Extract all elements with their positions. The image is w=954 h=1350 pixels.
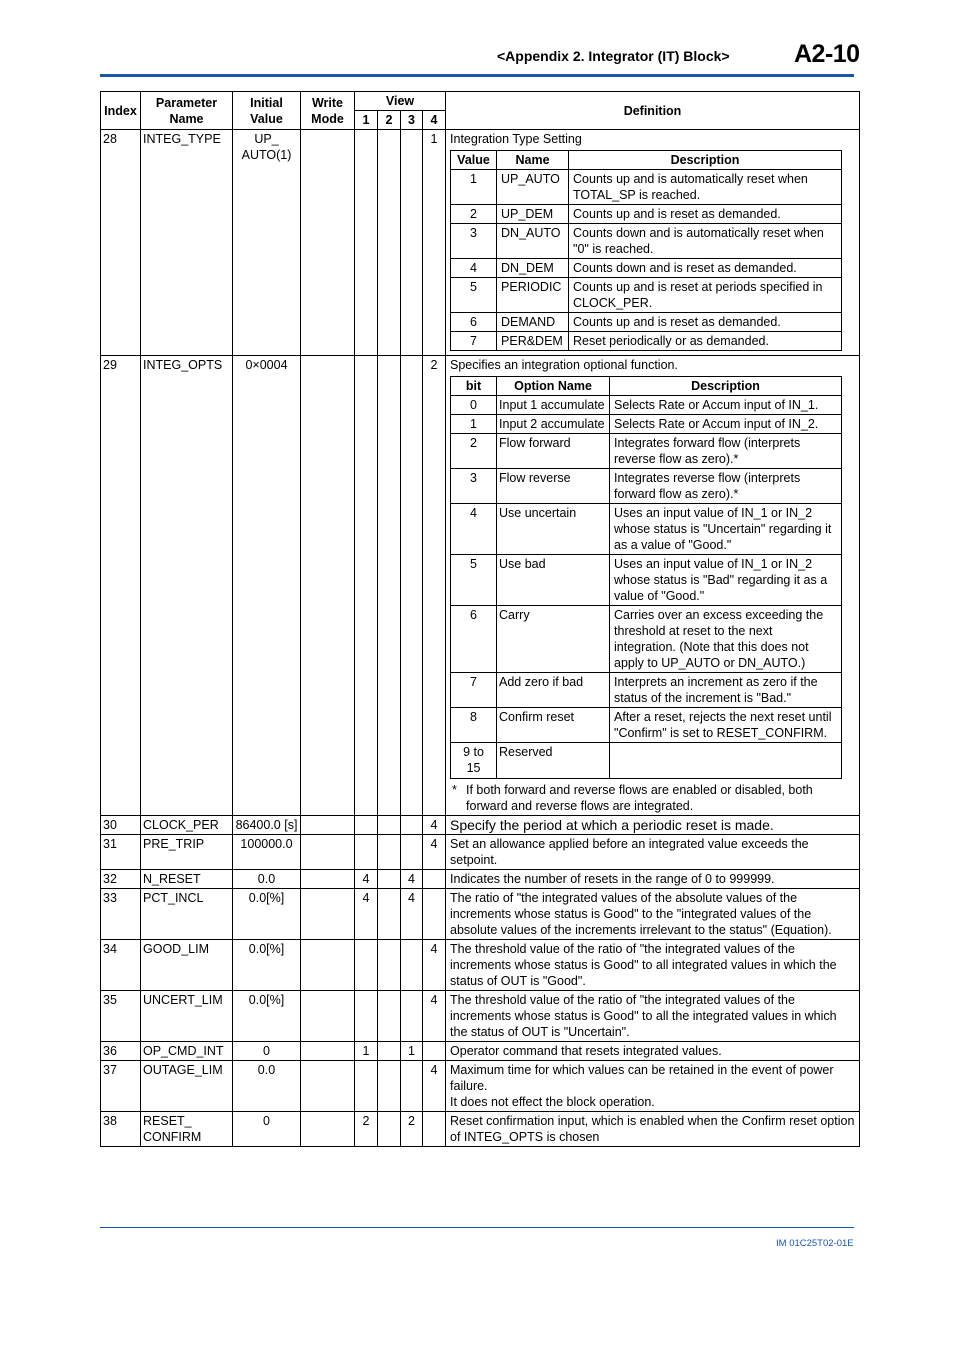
col-header-view-1: 1 [355, 111, 378, 130]
sub-desc [610, 743, 842, 779]
sub-bit: 1 [451, 415, 497, 434]
sub-value: 3 [451, 224, 497, 259]
sub-header-value: Value [451, 151, 497, 170]
sub-value: 6 [451, 313, 497, 332]
cell-initial: 0.0[%] [233, 940, 301, 991]
sub-name: Carry [497, 606, 610, 673]
sub-bit: 5 [451, 555, 497, 606]
definition-text: Maximum time for which values can be retained in the event of power failure. [450, 1063, 834, 1093]
table-row [101, 835, 860, 870]
integ-opts-table [450, 376, 842, 779]
cell-view-1: 4 [355, 870, 378, 889]
table-row [101, 870, 860, 889]
table-row [101, 1112, 860, 1147]
cell-initial: 0 [233, 1042, 301, 1061]
cell-view-4: 4 [423, 1061, 446, 1112]
cell-initial: 0×0004 [233, 356, 301, 816]
cell-definition: Set an allowance applied before an integrated value exceeds the setpoint. [446, 835, 860, 870]
cell-view-1 [355, 1061, 378, 1112]
sub-bit: 4 [451, 504, 497, 555]
cell-definition: The threshold value of the ratio of "the integrated values of the increments whose status is Good" to all integrated values in which the status of OUT is "Good". [446, 940, 860, 991]
footer-rule [100, 1227, 854, 1228]
sub-desc: Integrates forward flow (interprets reverse flow as zero).* [610, 434, 842, 469]
cell-view-1 [355, 130, 378, 356]
col-header-write: Write Mode [301, 92, 355, 130]
sub-row [451, 313, 842, 332]
cell-view-3: 2 [401, 1112, 423, 1147]
cell-param: PCT_INCL [141, 889, 233, 940]
sub-value: 4 [451, 259, 497, 278]
sub-name: Reserved [497, 743, 610, 779]
cell-param: INTEG_OPTS [141, 356, 233, 816]
table-row [101, 991, 860, 1042]
cell-index: 29 [101, 356, 141, 816]
cell-view-3 [401, 835, 423, 870]
cell-definition: Operator command that resets integrated values. [446, 1042, 860, 1061]
cell-view-1 [355, 991, 378, 1042]
cell-view-2 [378, 1112, 401, 1147]
footnote-mark: * [452, 783, 457, 797]
cell-view-3: 4 [401, 870, 423, 889]
sub-row [451, 469, 842, 504]
sub-name: Use uncertain [497, 504, 610, 555]
cell-initial: UP_ AUTO(1) [233, 130, 301, 356]
sub-name: PER&DEM [497, 332, 569, 351]
sub-value: 1 [451, 170, 497, 205]
cell-definition [446, 356, 860, 816]
definition-text-2: It does not effect the block operation. [450, 1095, 655, 1109]
cell-view-2 [378, 991, 401, 1042]
cell-initial: 100000.0 [233, 835, 301, 870]
sub-bit: 2 [451, 434, 497, 469]
sub-desc: After a reset, rejects the next reset until "Confirm" is set to RESET_CONFIRM. [610, 708, 842, 743]
sub-header-name: Name [497, 151, 569, 170]
col-header-view: View [355, 92, 446, 111]
sub-desc: Counts up and is automatically reset when TOTAL_SP is reached. [569, 170, 842, 205]
cell-definition: The threshold value of the ratio of "the integrated values of the increments whose status is Good" to all the integrated values in which the status of OUT is "Uncertain". [446, 991, 860, 1042]
sub-desc: Reset periodically or as demanded. [569, 332, 842, 351]
cell-view-3 [401, 816, 423, 835]
table-row [101, 1061, 860, 1112]
sub-name: Flow reverse [497, 469, 610, 504]
cell-write [301, 356, 355, 816]
integ-type-table [450, 150, 842, 351]
sub-name: Input 1 accumulate [497, 396, 610, 415]
cell-view-2 [378, 940, 401, 991]
cell-view-4 [423, 1112, 446, 1147]
sub-name: Flow forward [497, 434, 610, 469]
footnote-text: If both forward and reverse flows are enabled or disabled, both forward and reverse flows are integrated. [466, 783, 813, 813]
sub-row [451, 396, 842, 415]
cell-index: 28 [101, 130, 141, 356]
cell-definition [446, 1061, 860, 1112]
cell-view-2 [378, 816, 401, 835]
sub-name: PERIODIC [497, 278, 569, 313]
definition-text: Integration Type Setting [450, 132, 582, 146]
col-header-initial: Initial Value [233, 92, 301, 130]
cell-param: INTEG_TYPE [141, 130, 233, 356]
cell-view-1 [355, 835, 378, 870]
sub-row [451, 555, 842, 606]
cell-view-2 [378, 356, 401, 816]
sub-value: 2 [451, 205, 497, 224]
col-header-index: Index [101, 92, 141, 130]
cell-view-3: 4 [401, 889, 423, 940]
col-header-definition: Definition [446, 92, 860, 130]
cell-param: GOOD_LIM [141, 940, 233, 991]
cell-view-2 [378, 1061, 401, 1112]
cell-view-2 [378, 870, 401, 889]
cell-view-4 [423, 870, 446, 889]
cell-view-3 [401, 1061, 423, 1112]
cell-write [301, 889, 355, 940]
sub-name: DN_DEM [497, 259, 569, 278]
cell-initial: 0 [233, 1112, 301, 1147]
sub-name: Add zero if bad [497, 673, 610, 708]
sub-bit: 3 [451, 469, 497, 504]
cell-definition: Reset confirmation input, which is enabled when the Confirm reset option of INTEG_OPTS is chosen [446, 1112, 860, 1147]
cell-initial: 0.0[%] [233, 889, 301, 940]
sub-name: UP_AUTO [497, 170, 569, 205]
sub-row [451, 332, 842, 351]
cell-param: UNCERT_LIM [141, 991, 233, 1042]
sub-bit: 6 [451, 606, 497, 673]
sub-header-desc: Description [610, 377, 842, 396]
col-header-view-2: 2 [378, 111, 401, 130]
cell-index: 37 [101, 1061, 141, 1112]
sub-value: 5 [451, 278, 497, 313]
footnote [450, 782, 855, 814]
sub-header-option-name: Option Name [497, 377, 610, 396]
sub-name: Confirm reset [497, 708, 610, 743]
sub-name: Input 2 accumulate [497, 415, 610, 434]
sub-desc: Counts up and is reset as demanded. [569, 205, 842, 224]
sub-bit: 8 [451, 708, 497, 743]
table-row [101, 356, 860, 816]
cell-view-2 [378, 889, 401, 940]
sub-row [451, 278, 842, 313]
sub-desc: Uses an input value of IN_1 or IN_2 whose status is "Bad" regarding it as a value of "Good." [610, 555, 842, 606]
table-row [101, 1042, 860, 1061]
cell-write [301, 870, 355, 889]
cell-view-3 [401, 991, 423, 1042]
cell-write [301, 835, 355, 870]
sub-row [451, 224, 842, 259]
sub-row [451, 743, 842, 779]
table-row [101, 940, 860, 991]
sub-desc: Selects Rate or Accum input of IN_1. [610, 396, 842, 415]
cell-view-1: 1 [355, 1042, 378, 1061]
sub-bit: 0 [451, 396, 497, 415]
sub-value: 7 [451, 332, 497, 351]
sub-row [451, 673, 842, 708]
document-id: IM 01C25T02-01E [776, 1238, 854, 1249]
cell-param: RESET_ CONFIRM [141, 1112, 233, 1147]
sub-desc: Carries over an excess exceeding the threshold at reset to the next integration. (Note that this does not apply to UP_AUTO or DN_AUTO.) [610, 606, 842, 673]
parameter-table [100, 91, 860, 1147]
sub-bit: 9 to 15 [451, 743, 497, 779]
sub-row [451, 434, 842, 469]
cell-view-2 [378, 835, 401, 870]
cell-view-1: 4 [355, 889, 378, 940]
sub-desc: Interprets an increment as zero if the status of the increment is "Bad." [610, 673, 842, 708]
cell-view-4: 1 [423, 130, 446, 356]
cell-initial: 0.0 [233, 1061, 301, 1112]
cell-view-4: 4 [423, 991, 446, 1042]
cell-initial: 0.0 [233, 870, 301, 889]
sub-row [451, 259, 842, 278]
sub-name: UP_DEM [497, 205, 569, 224]
sub-name: DN_AUTO [497, 224, 569, 259]
sub-bit: 7 [451, 673, 497, 708]
cell-index: 33 [101, 889, 141, 940]
cell-write [301, 130, 355, 356]
section-title: <Appendix 2. Integrator (IT) Block> [497, 48, 730, 64]
cell-initial: 0.0[%] [233, 991, 301, 1042]
sub-row [451, 708, 842, 743]
header-rule [100, 74, 854, 77]
cell-view-2 [378, 1042, 401, 1061]
cell-index: 38 [101, 1112, 141, 1147]
cell-index: 36 [101, 1042, 141, 1061]
cell-definition: Specify the period at which a periodic reset is made. [446, 816, 860, 835]
cell-index: 31 [101, 835, 141, 870]
sub-row [451, 504, 842, 555]
sub-header-desc: Description [569, 151, 842, 170]
col-header-view-3: 3 [401, 111, 423, 130]
sub-name: Use bad [497, 555, 610, 606]
page-number: A2-10 [794, 40, 860, 68]
cell-view-4: 4 [423, 940, 446, 991]
cell-view-3 [401, 130, 423, 356]
cell-view-3: 1 [401, 1042, 423, 1061]
table-row [101, 130, 860, 356]
cell-view-1 [355, 940, 378, 991]
cell-view-4: 4 [423, 835, 446, 870]
cell-definition: The ratio of "the integrated values of the absolute values of the increments whose status is Good" to the "integrated values of the absolute values of the increments irrelevant to the status" (Equation). [446, 889, 860, 940]
sub-desc: Uses an input value of IN_1 or IN_2 whose status is "Uncertain" regarding it as a value of "Good." [610, 504, 842, 555]
sub-desc: Counts down and is reset as demanded. [569, 259, 842, 278]
cell-write [301, 940, 355, 991]
cell-view-4 [423, 1042, 446, 1061]
cell-view-3 [401, 940, 423, 991]
cell-index: 32 [101, 870, 141, 889]
sub-row [451, 415, 842, 434]
sub-row [451, 170, 842, 205]
sub-desc: Selects Rate or Accum input of IN_2. [610, 415, 842, 434]
cell-view-1: 2 [355, 1112, 378, 1147]
cell-param: N_RESET [141, 870, 233, 889]
cell-index: 34 [101, 940, 141, 991]
cell-view-2 [378, 130, 401, 356]
cell-index: 35 [101, 991, 141, 1042]
sub-desc: Counts down and is automatically reset when "0" is reached. [569, 224, 842, 259]
table-row [101, 889, 860, 940]
cell-definition [446, 130, 860, 356]
col-header-view-4: 4 [423, 111, 446, 130]
cell-param: OUTAGE_LIM [141, 1061, 233, 1112]
sub-row [451, 205, 842, 224]
cell-view-4: 4 [423, 816, 446, 835]
sub-name: DEMAND [497, 313, 569, 332]
cell-param: CLOCK_PER [141, 816, 233, 835]
sub-row [451, 606, 842, 673]
cell-param: PRE_TRIP [141, 835, 233, 870]
cell-write [301, 1042, 355, 1061]
cell-definition: Indicates the number of resets in the range of 0 to 999999. [446, 870, 860, 889]
sub-desc: Integrates reverse flow (interprets forward flow as zero).* [610, 469, 842, 504]
cell-write [301, 991, 355, 1042]
sub-desc: Counts up and is reset at periods specified in CLOCK_PER. [569, 278, 842, 313]
table-row [101, 816, 860, 835]
cell-view-4 [423, 889, 446, 940]
cell-view-3 [401, 356, 423, 816]
cell-param: OP_CMD_INT [141, 1042, 233, 1061]
cell-write [301, 1112, 355, 1147]
cell-write [301, 816, 355, 835]
cell-view-1 [355, 356, 378, 816]
sub-desc: Counts up and is reset as demanded. [569, 313, 842, 332]
definition-text: Specifies an integration optional function. [450, 358, 678, 372]
cell-index: 30 [101, 816, 141, 835]
sub-header-bit: bit [451, 377, 497, 396]
cell-write [301, 1061, 355, 1112]
cell-view-4: 2 [423, 356, 446, 816]
col-header-param: Parameter Name [141, 92, 233, 130]
cell-initial: 86400.0 [s] [233, 816, 301, 835]
cell-view-1 [355, 816, 378, 835]
